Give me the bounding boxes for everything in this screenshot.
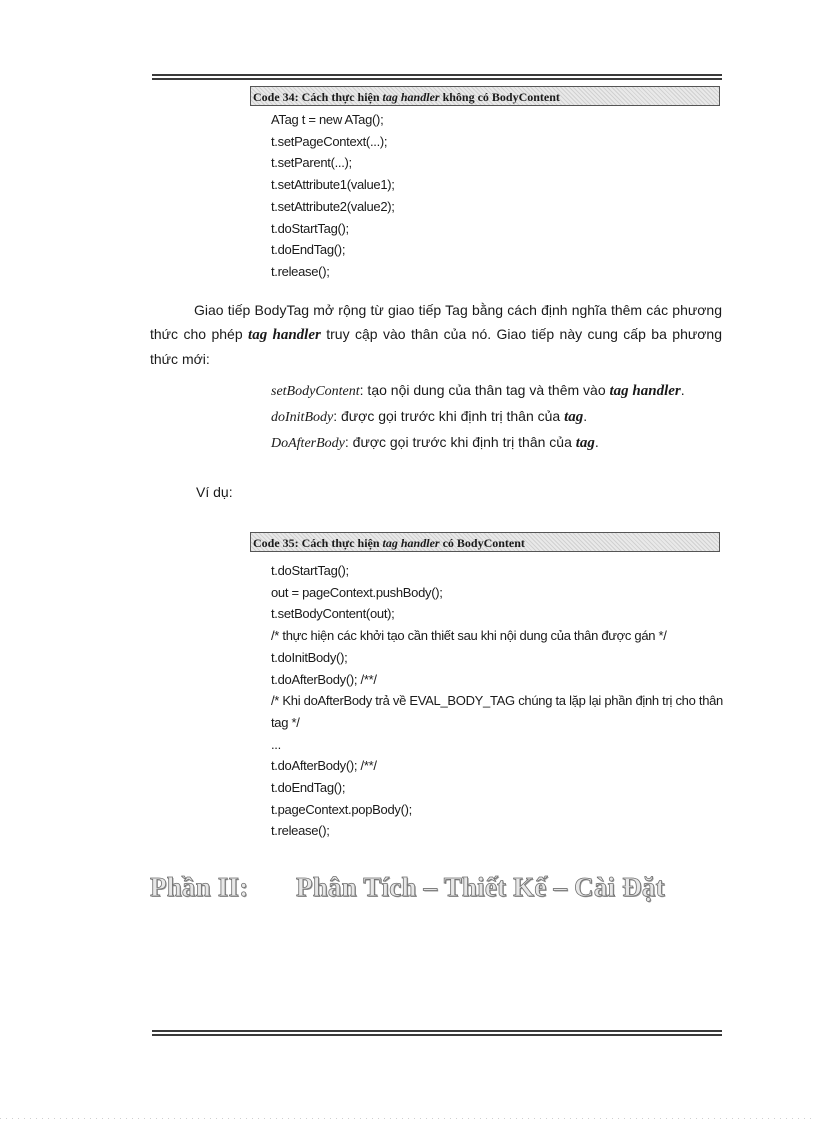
code-line: t.setPageContext(...); (271, 133, 388, 149)
code-line: out = pageContext.pushBody(); (271, 584, 443, 600)
code-line: t.doStartTag(); (271, 220, 349, 236)
footer-double-rule (152, 1030, 722, 1036)
section-title: Phân Tích – Thiết Kế – Cài Đặt (296, 872, 665, 902)
header-double-rule (152, 74, 722, 80)
section-part-number: Phần II: (150, 872, 249, 902)
code-34-listing (271, 109, 723, 283)
code-line: t.release(); (271, 823, 330, 839)
code-35-listing (271, 560, 723, 842)
code-line: t.setBodyContent(out); (271, 606, 395, 622)
code-line: t.doAfterBody(); /**/ (271, 758, 377, 774)
page-bottom-dotted-line (0, 1118, 816, 1119)
code-line: ... (271, 736, 281, 752)
method-item: doInitBody: được gọi trước khi định trị thân của tag. (271, 408, 588, 425)
code-line: t.pageContext.popBody(); (271, 801, 412, 817)
method-item: DoAfterBody: được gọi trước khi định trị thân của tag. (271, 434, 599, 451)
code-line: t.doAfterBody(); /**/ (271, 671, 377, 687)
section-heading (150, 872, 722, 903)
method-item: setBodyContent: tạo nội dung của thân tag và thêm vào tag handler. (271, 382, 685, 399)
code-line: ATag t = new ATag(); (271, 112, 384, 127)
code-line: t.setAttribute2(value2); (271, 198, 395, 214)
code-line: t.setParent(...); (271, 155, 352, 171)
code-line: t.doInitBody(); (271, 649, 348, 665)
bodytag-intro-paragraph: Giao tiếp BodyTag mở rộng từ giao tiếp Tag bằng cách định nghĩa thêm các phương thức cho phép tag handler truy cập vào thân của nó. Giao tiếp này cung cấp ba phương thức mới: (150, 302, 722, 367)
code-line: t.doEndTag(); (271, 780, 346, 796)
method-list (271, 378, 723, 456)
code-comment: /* Khi doAfterBody trả về EVAL_BODY_TAG chúng ta lặp lại phần định trị cho thân tag */ (271, 693, 723, 730)
code-34-caption: Code 34: Cách thực hiện tag handler không có BodyContent (250, 86, 720, 106)
code-line: t.setAttribute1(value1); (271, 177, 395, 193)
code-line: t.doStartTag(); (271, 563, 349, 578)
example-label: Ví dụ: (196, 484, 233, 500)
code-line: t.release(); (271, 263, 330, 279)
code-comment: /* thực hiện các khởi tạo cần thiết sau khi nội dung của thân được gán */ (271, 628, 667, 644)
code-line: t.doEndTag(); (271, 242, 346, 258)
code-35-caption: Code 35: Cách thực hiện tag handler có BodyContent (250, 532, 720, 552)
